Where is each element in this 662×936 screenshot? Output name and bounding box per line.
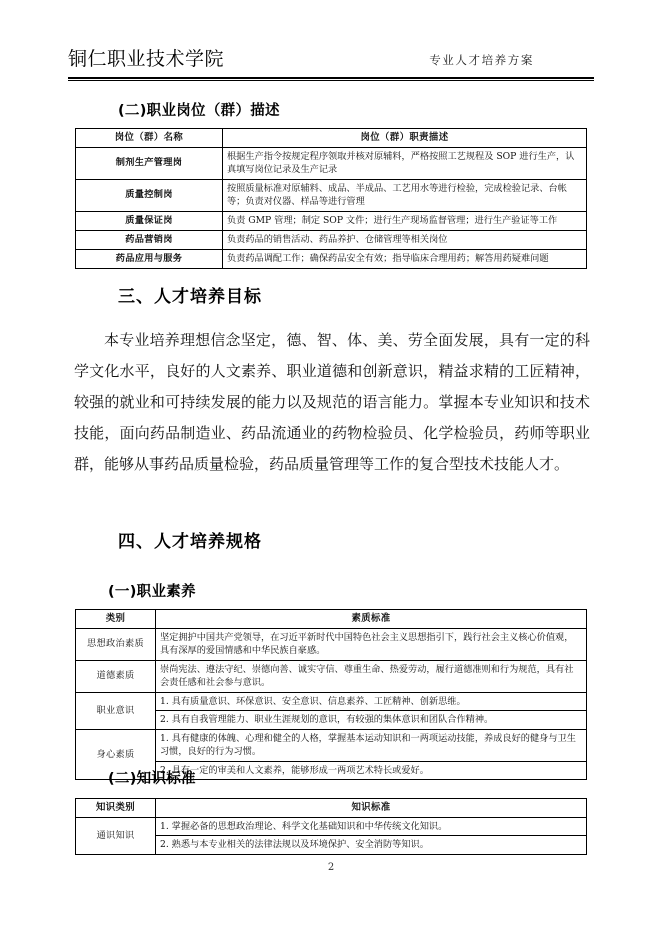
knowledge-category-cell: 通识知识 <box>76 817 156 854</box>
job-desc-cell: 根据生产指令按规定程序领取并核对原辅料，严格按照工艺规程及 SOP 进行生产，认真填写岗位记录及生产记录 <box>223 147 587 179</box>
table-row <box>76 249 587 268</box>
table-row <box>76 147 587 179</box>
training-goal-paragraph: 本专业培养理想信念坚定，德、智、体、美、劳全面发展，具有一定的科学文化水平，良好的人文素养、职业道德和创新意识，精益求精的工匠精神，较强的就业和可持续发展的能力以及规范的语言能力。掌握本专业知识和技术技能，面向药品制造业、药品流通业的药物检验员、化学检验员，药师等职业群，能够从事药品质量检验，药品质量管理等工作的复合型技术技能人才。 <box>74 331 590 473</box>
job-name-cell: 制剂生产管理岗 <box>76 147 223 179</box>
heading-training-spec: 四、人才培养规格 <box>118 532 262 552</box>
table-header-row <box>76 610 587 629</box>
table-row <box>76 211 587 230</box>
column-header-category: 类别 <box>76 610 156 629</box>
heading-knowledge-standard: (二)知识标准 <box>108 771 196 787</box>
quality-item-cell: 2. 具有一定的审美和人文素养，能够形成一两项艺术特长或爱好。 <box>156 761 587 780</box>
job-name-cell: 质量保证岗 <box>76 211 223 230</box>
heading-job-positions: (二)职业岗位（群）描述 <box>118 103 280 119</box>
heading-vocational-quality: (一)职业素养 <box>108 584 196 600</box>
institution-name: 铜仁职业技术学院 <box>68 48 225 70</box>
knowledge-standard-table <box>75 798 587 855</box>
knowledge-item-cell: 1. 掌握必备的思想政治理论、科学文化基础知识和中华传统文化知识。 <box>156 817 587 836</box>
table-row <box>76 179 587 211</box>
job-name-cell: 药品应用与服务 <box>76 249 223 268</box>
table-row <box>76 729 587 761</box>
quality-category-cell: 职业意识 <box>76 692 156 729</box>
vocational-quality-table <box>75 609 587 780</box>
document-title: 专业人才培养方案 <box>429 53 534 67</box>
table-header-row <box>76 799 587 818</box>
column-header-quality-standard: 素质标准 <box>156 610 587 629</box>
table-row <box>76 692 587 711</box>
quality-item-cell: 崇尚宪法、遵法守纪、崇德向善、诚实守信、尊重生命、热爱劳动，履行道德准则和行为规范，具有社会责任感和社会参与意识。 <box>156 660 587 692</box>
job-desc-cell: 负责药品的销售活动、药品养护、仓储管理等相关岗位 <box>223 230 587 249</box>
column-header-job-desc: 岗位（群）职责描述 <box>223 129 587 148</box>
table-row <box>76 817 587 836</box>
column-header-knowledge-standard: 知识标准 <box>156 799 587 818</box>
quality-category-cell: 身心素质 <box>76 729 156 780</box>
column-header-knowledge-category: 知识类别 <box>76 799 156 818</box>
job-desc-cell: 按照质量标准对原辅料、成品、半成品、工艺用水等进行检验，完成检验记录、台帐等；负责对仪器、样品等进行管理 <box>223 179 587 211</box>
job-desc-cell: 负责药品调配工作；确保药品安全有效；指导临床合理用药；解答用药疑难问题 <box>223 249 587 268</box>
knowledge-item-cell: 2. 熟悉与本专业相关的法律法规以及环境保护、安全消防等知识。 <box>156 836 587 855</box>
quality-item-cell: 坚定拥护中国共产党领导，在习近平新时代中国特色社会主义思想指引下，践行社会主义核心价值观，具有深厚的爱国情感和中华民族自豪感。 <box>156 628 587 660</box>
table-row <box>76 230 587 249</box>
heading-training-goal: 三、人才培养目标 <box>118 287 262 307</box>
table-row <box>76 628 587 660</box>
table-row <box>76 660 587 692</box>
table-header-row <box>76 129 587 148</box>
page-number: 2 <box>327 862 335 873</box>
quality-category-cell: 思想政治素质 <box>76 628 156 660</box>
running-header <box>68 44 594 80</box>
job-name-cell: 药品营销岗 <box>76 230 223 249</box>
quality-item-cell: 2. 具有自我管理能力、职业生涯规划的意识，有较强的集体意识和团队合作精神。 <box>156 711 587 730</box>
job-name-cell: 质量控制岗 <box>76 179 223 211</box>
quality-item-cell: 1. 具有质量意识、环保意识、安全意识、信息素养、工匠精神、创新思维。 <box>156 692 587 711</box>
job-desc-cell: 负责 GMP 管理；制定 SOP 文件；进行生产现场监督管理；进行生产验证等工作 <box>223 211 587 230</box>
quality-category-cell: 道德素质 <box>76 660 156 692</box>
column-header-job-name: 岗位（群）名称 <box>76 129 223 148</box>
header-divider-rule <box>68 77 594 81</box>
job-positions-table <box>75 128 587 269</box>
quality-item-cell: 1. 具有健康的体魄、心理和健全的人格，掌握基本运动知识和一两项运动技能，养成良好的健身与卫生习惯，良好的行为习惯。 <box>156 729 587 761</box>
